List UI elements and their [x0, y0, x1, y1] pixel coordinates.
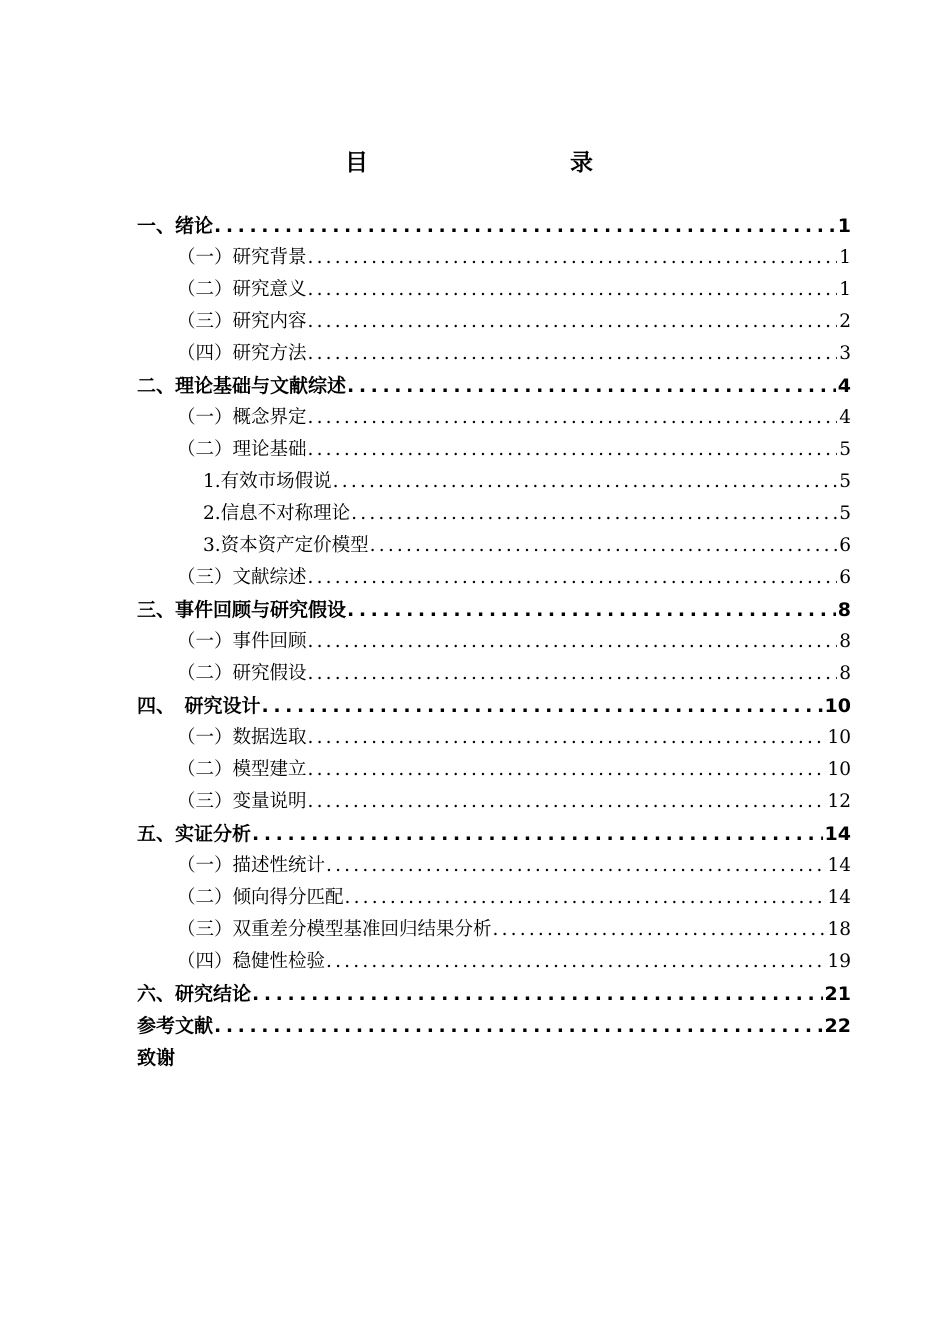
toc-entry-level-3[interactable]	[137, 498, 851, 530]
toc-dot-leader	[308, 562, 838, 594]
toc-entry-level-2[interactable]	[137, 658, 851, 690]
toc-entry-level-1[interactable]	[137, 1010, 851, 1042]
toc-entry-label: 3.资本资产定价模型	[203, 535, 369, 556]
toc-dot-leader	[214, 210, 836, 242]
toc-entry-label: 1.有效市场假说	[203, 471, 332, 492]
toc-entry-label: 致谢	[137, 1047, 176, 1069]
toc-entry-page-number: 5	[839, 503, 851, 524]
toc-dot-leader	[252, 978, 823, 1010]
toc-entry-label: 四、 研究设计	[137, 695, 261, 717]
toc-entry-page-number: 14	[827, 887, 851, 908]
toc-entry-label: （二）倾向得分匹配	[177, 887, 344, 908]
toc-entry-level-1[interactable]	[137, 690, 851, 722]
toc-entry-page-number: 18	[827, 919, 851, 940]
toc-dot-leader	[308, 786, 826, 818]
toc-dot-leader	[351, 498, 837, 530]
toc-entry-label: （三）研究内容	[177, 311, 307, 332]
toc-entry-page-number: 14	[827, 855, 851, 876]
toc-dot-leader	[326, 946, 825, 978]
toc-dot-leader	[370, 530, 838, 562]
toc-dot-leader	[347, 594, 836, 626]
toc-entry-label: （二）模型建立	[177, 759, 307, 780]
toc-entry-label: （四）稳健性检验	[177, 951, 326, 972]
toc-entry-label: （一）描述性统计	[177, 855, 326, 876]
toc-entry-level-2[interactable]	[137, 946, 851, 978]
toc-entry-page-number: 6	[839, 567, 851, 588]
toc-dot-leader	[333, 466, 838, 498]
toc-entry-page-number: 8	[839, 663, 851, 684]
toc-entry-label: （四）研究方法	[177, 343, 307, 364]
toc-entry-page-number: 3	[839, 343, 851, 364]
toc-entry-level-2[interactable]	[137, 306, 851, 338]
toc-entry-level-2[interactable]	[137, 338, 851, 370]
toc-dot-leader	[345, 882, 826, 914]
toc-entry-page-number: 14	[824, 823, 851, 845]
toc-entry-page-number: 6	[839, 535, 851, 556]
toc-dot-leader	[308, 338, 838, 370]
toc-entry-level-1[interactable]	[137, 1042, 851, 1074]
toc-dot-leader	[214, 1010, 823, 1042]
toc-entry-page-number: 10	[827, 727, 851, 748]
toc-dot-leader	[308, 626, 838, 658]
toc-entry-label: 二、理论基础与文献综述	[137, 375, 347, 397]
toc-entry-page-number: 10	[827, 759, 851, 780]
toc-dot-leader	[326, 850, 825, 882]
toc-entry-level-2[interactable]	[137, 274, 851, 306]
toc-dot-leader	[308, 242, 838, 274]
toc-entry-level-2[interactable]	[137, 402, 851, 434]
toc-entry-level-2[interactable]	[137, 914, 851, 946]
toc-entry-label: 五、实证分析	[137, 823, 252, 845]
toc-entry-page-number: 10	[824, 695, 851, 717]
page-title: 目 录	[345, 150, 645, 176]
toc-dot-leader	[308, 274, 838, 306]
toc-entry-level-2[interactable]	[137, 754, 851, 786]
toc-entry-page-number: 4	[837, 375, 851, 397]
toc-entry-label: （二）理论基础	[177, 439, 307, 460]
toc-entry-page-number: 22	[824, 1015, 851, 1037]
toc-dot-leader	[347, 370, 836, 402]
toc-entry-level-1[interactable]	[137, 370, 851, 402]
table-of-contents	[137, 210, 851, 1074]
toc-entry-label: 参考文献	[137, 1015, 214, 1037]
toc-entry-label: （一）数据选取	[177, 727, 307, 748]
toc-entry-label: （三）双重差分模型基准回归结果分析	[177, 919, 492, 940]
toc-entry-label: （三）文献综述	[177, 567, 307, 588]
toc-dot-leader	[308, 722, 826, 754]
toc-entry-page-number: 2	[839, 311, 851, 332]
toc-entry-level-3[interactable]	[137, 466, 851, 498]
toc-entry-label: （二）研究意义	[177, 279, 307, 300]
toc-entry-page-number: 5	[839, 439, 851, 460]
toc-entry-label: （一）研究背景	[177, 247, 307, 268]
toc-entry-level-2[interactable]	[137, 626, 851, 658]
toc-dot-leader	[308, 754, 826, 786]
toc-dot-leader	[252, 818, 823, 850]
toc-entry-label: （一）事件回顾	[177, 631, 307, 652]
toc-entry-page-number: 19	[827, 951, 851, 972]
toc-entry-level-2[interactable]	[137, 882, 851, 914]
toc-entry-level-1[interactable]	[137, 978, 851, 1010]
toc-entry-label: 六、研究结论	[137, 983, 252, 1005]
toc-entry-level-2[interactable]	[137, 434, 851, 466]
toc-entry-label: （三）变量说明	[177, 791, 307, 812]
toc-entry-level-2[interactable]	[137, 850, 851, 882]
toc-dot-leader	[308, 306, 838, 338]
toc-entry-label: 2.信息不对称理论	[203, 503, 351, 524]
toc-dot-leader	[308, 402, 838, 434]
toc-entry-page-number: 1	[839, 247, 851, 268]
toc-entry-level-1[interactable]	[137, 594, 851, 626]
toc-entry-page-number: 1	[837, 215, 851, 237]
toc-entry-level-2[interactable]	[137, 786, 851, 818]
toc-entry-level-1[interactable]	[137, 818, 851, 850]
toc-entry-label: （一）概念界定	[177, 407, 307, 428]
toc-entry-level-2[interactable]	[137, 722, 851, 754]
toc-entry-level-1[interactable]	[137, 210, 851, 242]
toc-entry-page-number: 12	[827, 791, 851, 812]
toc-entry-label: （二）研究假设	[177, 663, 307, 684]
toc-entry-level-2[interactable]	[137, 562, 851, 594]
toc-dot-leader	[493, 914, 826, 946]
toc-entry-level-3[interactable]	[137, 530, 851, 562]
toc-entry-page-number: 8	[839, 631, 851, 652]
toc-entry-level-2[interactable]	[137, 242, 851, 274]
toc-entry-page-number: 8	[837, 599, 851, 621]
toc-dot-leader	[308, 434, 838, 466]
toc-entry-label: 三、事件回顾与研究假设	[137, 599, 347, 621]
toc-dot-leader	[262, 690, 823, 722]
toc-entry-page-number: 4	[839, 407, 851, 428]
toc-entry-page-number: 5	[839, 471, 851, 492]
toc-entry-page-number: 21	[824, 983, 851, 1005]
toc-entry-label: 一、绪论	[137, 215, 214, 237]
toc-dot-leader	[308, 658, 838, 690]
toc-entry-page-number: 1	[839, 279, 851, 300]
